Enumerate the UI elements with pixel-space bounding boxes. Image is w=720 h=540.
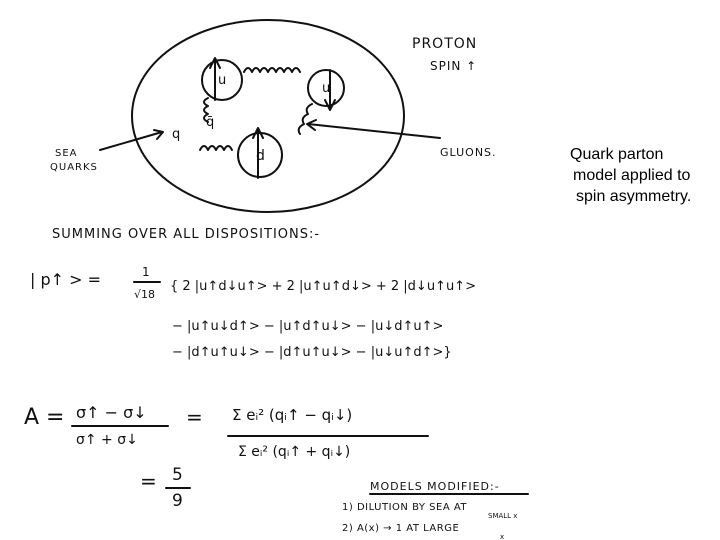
result-denominator: 9 bbox=[172, 491, 183, 511]
model-item-1: 1) DILUTION BY SEA AT bbox=[342, 502, 468, 513]
gluons-pointer-arrow bbox=[307, 120, 440, 138]
state-line-1: { 2 |u↑d↓u↑> + 2 |u↑u↑d↓> + 2 |d↓u↑u↑> bbox=[170, 279, 476, 294]
summing-heading: SUMMING OVER ALL DISPOSITIONS:- bbox=[52, 227, 321, 242]
proton-label: PROTON bbox=[412, 36, 478, 52]
state-line-2: − |u↑u↓d↑> − |u↑d↑u↓> − |u↓d↑u↑> bbox=[172, 319, 444, 334]
caption-line-1: Quark parton bbox=[570, 146, 664, 163]
sea-quarks-pointer-arrow bbox=[100, 130, 163, 150]
proton-ket: | p↑ > = bbox=[30, 270, 102, 289]
sea-quark-label-qbar: q̄ bbox=[206, 115, 215, 130]
asymmetry-frac2-num: Σ eᵢ² (qᵢ↑ − qᵢ↓) bbox=[232, 406, 353, 424]
asymmetry-frac2-den: Σ eᵢ² (qᵢ↑ + qᵢ↓) bbox=[238, 444, 351, 460]
coef-numerator: 1 bbox=[142, 265, 150, 279]
result-numerator: 5 bbox=[172, 465, 183, 485]
gluon-spring-right bbox=[299, 104, 312, 134]
quark-label-d: d bbox=[256, 148, 265, 164]
sea-quarks-label-1: SEA bbox=[55, 148, 78, 159]
gluons-label: GLUONS. bbox=[440, 146, 497, 159]
spin-label: SPIN ↑ bbox=[430, 59, 478, 73]
model-item-2: 2) A(x) → 1 AT LARGE bbox=[342, 523, 460, 534]
gluon-spring-bottom bbox=[200, 146, 232, 150]
sea-quark-label-q: q bbox=[172, 127, 181, 142]
asymmetry-lhs: A = bbox=[24, 405, 65, 430]
caption-line-3: spin asymmetry. bbox=[576, 188, 692, 205]
proton-outline bbox=[132, 20, 404, 212]
gluon-spring-top bbox=[244, 68, 300, 72]
state-line-3: − |d↑u↑u↓> − |d↑u↑u↓> − |u↓u↑d↑>} bbox=[172, 345, 452, 360]
models-heading: MODELS MODIFIED:- bbox=[370, 480, 500, 493]
slide-caption bbox=[570, 144, 718, 207]
coef-denominator: √18 bbox=[134, 288, 156, 301]
result-eq: = bbox=[140, 469, 157, 493]
quark-label-u2: u bbox=[322, 81, 331, 96]
model-item-1-sub: SMALL x bbox=[488, 512, 518, 520]
sea-quarks-label-2: QUARKS bbox=[50, 162, 98, 173]
asymmetry-frac1-den: σ↑ + σ↓ bbox=[76, 432, 138, 448]
caption-line-2: model applied to bbox=[573, 167, 691, 184]
model-item-2-sub: x bbox=[500, 533, 505, 540]
asymmetry-frac1-num: σ↑ − σ↓ bbox=[76, 403, 147, 422]
asymmetry-eq: = bbox=[186, 405, 203, 429]
quark-label-u1: u bbox=[218, 73, 227, 88]
